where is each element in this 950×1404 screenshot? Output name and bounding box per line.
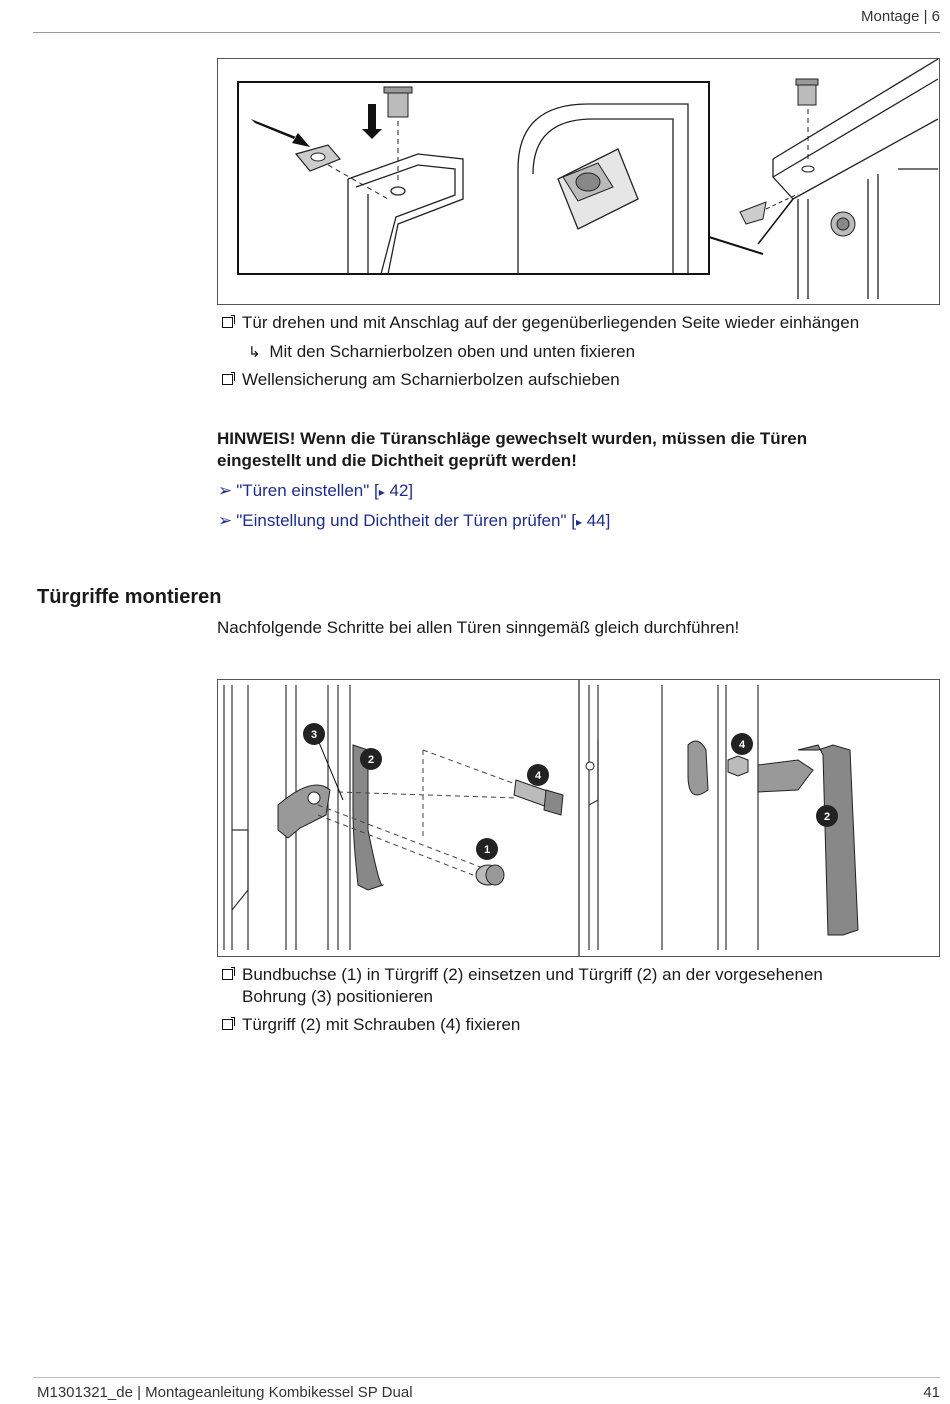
xref-text: "Einstellung und Dichtheit der Türen prüfen" [ bbox=[236, 511, 576, 530]
callout-2: 2 bbox=[367, 754, 375, 766]
page-arrow-icon: ▸ bbox=[378, 485, 385, 499]
handle-figure bbox=[217, 679, 940, 957]
step-line-1: Bundbuchse (1) in Türgriff (2) einsetzen und Türgriff (2) an der vorgesehenen bbox=[242, 965, 823, 984]
step-fix-handle bbox=[222, 1014, 942, 1036]
step-insert-bushing bbox=[222, 964, 942, 1008]
page-number: 41 bbox=[923, 1384, 940, 1401]
notice-line-2: eingestellt und die Dichtheit geprüft werden! bbox=[217, 451, 577, 470]
result-text: Mit den Scharnierbolzen oben und unten fixieren bbox=[269, 342, 636, 361]
section-title: Türgriffe montieren bbox=[37, 586, 222, 608]
step-text: Wellensicherung am Scharnierbolzen aufschieben bbox=[242, 370, 620, 389]
page-arrow-icon: ▸ bbox=[575, 515, 582, 529]
hinge-illustration bbox=[218, 59, 939, 304]
xref-adjust-doors[interactable] bbox=[218, 480, 413, 503]
callout-1: 1 bbox=[483, 844, 491, 856]
step-text: Türgriff (2) mit Schrauben (4) fixieren bbox=[242, 1015, 521, 1034]
chapter-header: Montage | 6 bbox=[861, 8, 940, 25]
step-line-2: Bohrung (3) positionieren bbox=[242, 987, 433, 1006]
callout-2-right: 2 bbox=[823, 811, 831, 823]
step-turn-door bbox=[222, 312, 942, 334]
handle-illustration bbox=[218, 680, 939, 956]
notice bbox=[217, 428, 897, 472]
step-text: Tür drehen und mit Anschlag auf der gegenüberliegenden Seite wieder einhängen bbox=[242, 313, 860, 332]
step-text bbox=[242, 964, 823, 1008]
xref-page: 42] bbox=[389, 481, 414, 500]
step-result bbox=[248, 341, 938, 363]
notice-line-1: HINWEIS! Wenn die Türanschläge gewechselt wurden, müssen die Türen bbox=[217, 429, 808, 448]
callout-4-right: 4 bbox=[738, 739, 746, 751]
footer-rule bbox=[33, 1377, 940, 1378]
checkbox-icon bbox=[222, 317, 233, 328]
checkbox-icon bbox=[222, 1019, 233, 1030]
document-id: M1301321_de | Montageanleitung Kombikessel SP Dual bbox=[37, 1384, 413, 1401]
section-intro: Nachfolgende Schritte bei allen Türen sinngemäß gleich durchführen! bbox=[217, 618, 740, 637]
callout-4: 4 bbox=[534, 770, 542, 782]
result-arrow-icon: ↳ bbox=[248, 344, 261, 361]
step-shaft-lock bbox=[222, 369, 942, 391]
xref-check-seal[interactable] bbox=[218, 510, 610, 533]
checkbox-icon bbox=[222, 374, 233, 385]
xref-text: "Türen einstellen" [ bbox=[236, 481, 379, 500]
xref-arrow-icon: ➢ bbox=[218, 511, 233, 530]
xref-arrow-icon: ➢ bbox=[218, 481, 233, 500]
checkbox-icon bbox=[222, 969, 233, 980]
header-rule bbox=[33, 32, 940, 33]
callout-3: 3 bbox=[310, 729, 318, 741]
xref-page: 44] bbox=[586, 511, 611, 530]
hinge-figure bbox=[217, 58, 940, 305]
